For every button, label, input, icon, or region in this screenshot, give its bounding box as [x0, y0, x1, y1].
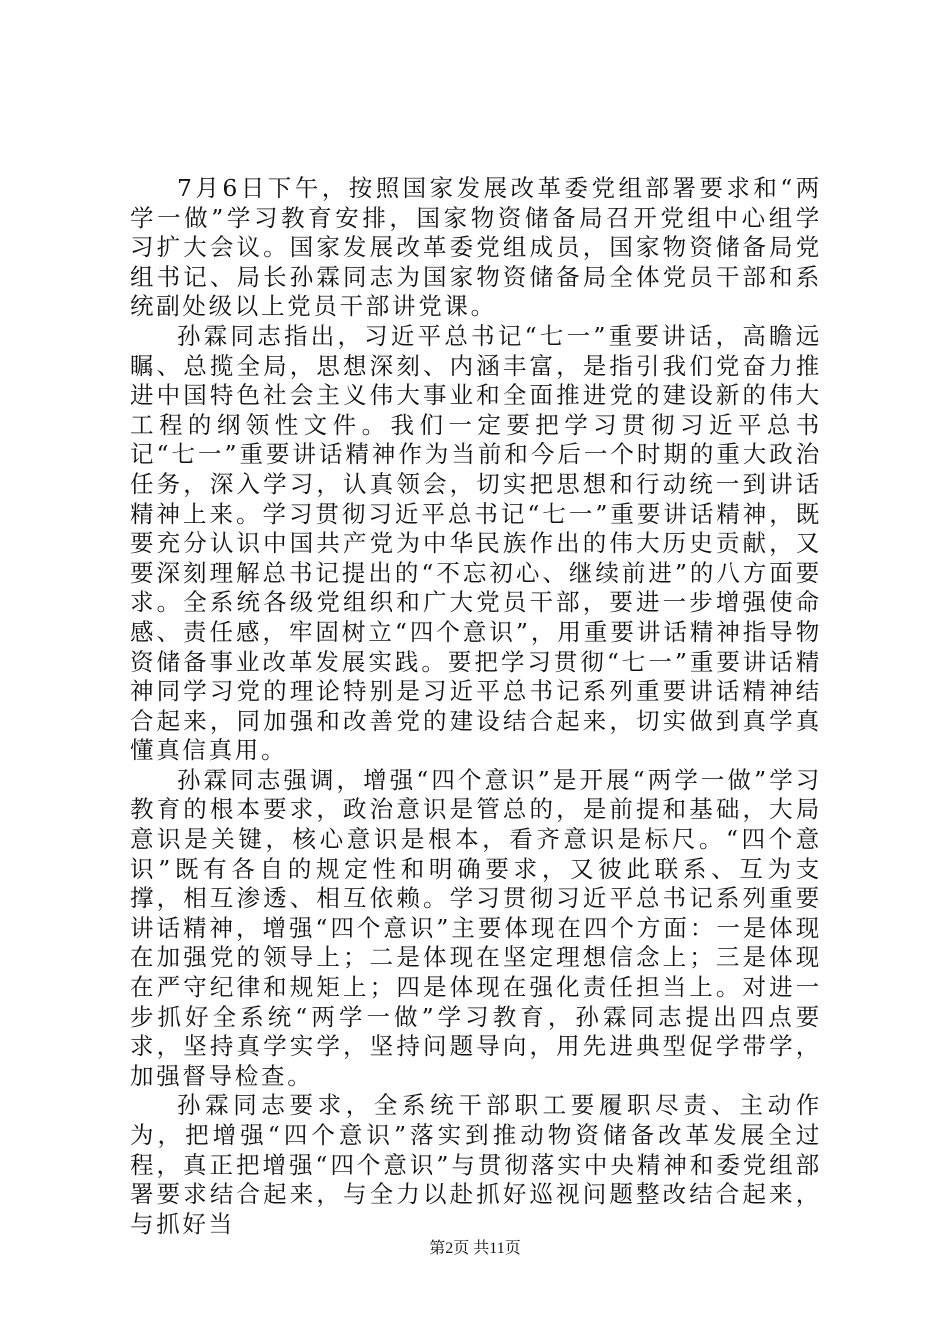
page-number-footer: 第2页 共11页 [429, 1240, 521, 1257]
paragraph-2: 孙霖同志指出，习近平总书记“七一”重要讲话，高瞻远瞩、总揽全局，思想深刻、内涵丰富，是指引我们党奋力推进中国特色社会主义伟大事业和全面推进党的建设新的伟大工程的纲领性文件。我们一定要把学习贯彻习近平总书记“七一”重要讲话精神作为当前和今后一个时期的重大政治任务，深入学习，认真领会，切实把思想和行动统一到讲话精神上来。学习贯彻习近平总书记“七一”重要讲话精神，既要充分认识中国共产党为中华民族作出的伟大历史贡献，又要深刻理解总书记提出的“不忘初心、继续前进”的八方面要求。全系统各级党组织和广大党员干部，要进一步增强使命感、责任感，牢固树立“四个意识”，用重要讲话精神指导物资储备事业改革发展实践。要把学习贯彻“七一”重要讲话精神同学习党的理论特别是习近平总书记系列重要讲话精神结合起来，同加强和改善党的建设结合起来，切实做到真学真懂真信真用。 [130, 321, 822, 765]
paragraph-1: 7月6日下午，按照国家发展改革委党组部署要求和“两学一做”学习教育安排，国家物资储备局召开党组中心组学习扩大会议。国家发展改革委党组成员，国家物资储备局党组书记、局长孙霖同志为国家物资储备局全体党员干部和系统副处级以上党员干部讲党课。 [130, 174, 822, 321]
paragraph-4: 孙霖同志要求，全系统干部职工要履职尽责、主动作为，把增强“四个意识”落实到推动物资储备改革发展全过程，真正把增强“四个意识”与贯彻落实中央精神和委党组部署要求结合起来，与全力以赴抓好巡视问题整改结合起来，与抓好当 [130, 1091, 822, 1238]
article-body [130, 174, 822, 1239]
paragraph-3: 孙霖同志强调，增强“四个意识”是开展“两学一做”学习教育的根本要求，政治意识是管总的，是前提和基础，大局意识是关键，核心意识是根本，看齐意识是标尺。“四个意识”既有各自的规定性和明确要求，又彼此联系、互为支撑，相互渗透、相互依赖。学习贯彻习近平总书记系列重要讲话精神，增强“四个意识”主要体现在四个方面：一是体现在加强党的领导上；二是体现在坚定理想信念上；三是体现在严守纪律和规矩上；四是体现在强化责任担当上。对进一步抓好全系统“两学一做”学习教育，孙霖同志提出四点要求，坚持真学实学，坚持问题导向，用先进典型促学带学，加强督导检查。 [130, 765, 822, 1090]
